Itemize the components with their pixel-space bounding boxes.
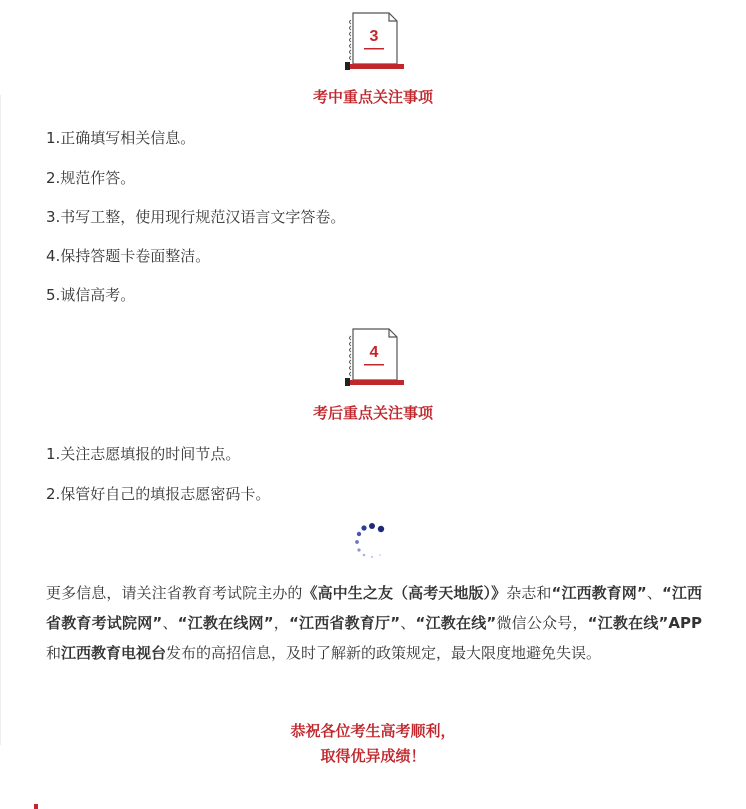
info-text-and: 和 (46, 644, 62, 662)
section-4-title: 考后重点关注事项 (312, 404, 433, 422)
separator: ， (273, 614, 289, 632)
app-name: “江教在线”APP (587, 614, 702, 632)
section-4-item-1: 1.关注志愿填报的时间节点。 (46, 445, 241, 463)
separator: 、 (162, 614, 178, 632)
wechat-account-name: “江教在线” (415, 614, 497, 632)
greeting-line-2: 取得优异成绩！ (320, 747, 426, 765)
separator: 、 (400, 614, 416, 632)
magazine-name: 《高中生之友（高考天地版）》 (302, 584, 507, 602)
section-3-item-4: 4.保持答题卡卷面整洁。 (46, 247, 211, 265)
notepad-4-icon (343, 328, 405, 386)
info-text-3: 发布的高招信息，及时了解新的政策规定，最大限度地避免失误。 (166, 644, 602, 662)
info-paragraph (46, 578, 702, 668)
section-4-item-2: 2.保管好自己的填报志愿密码卡。 (46, 485, 271, 503)
greeting-line-1: 恭祝各位考生高考顺利， (290, 722, 456, 740)
section-3-item-3: 3.书写工整，使用现行规范汉语言文字答卷。 (46, 208, 346, 226)
loading-spinner-icon (352, 521, 392, 561)
section-3-title: 考中重点关注事项 (312, 88, 433, 106)
info-text-1: 更多信息，请关注省教育考试院主办的 (46, 584, 303, 602)
notepad-3-icon (343, 12, 405, 70)
tv-station-name: 江西教育电视台 (61, 644, 167, 662)
site-jiangjiao-online: “江教在线网” (177, 614, 274, 632)
separator: 、 (646, 584, 662, 602)
notepad-3-number: 3 (369, 28, 379, 45)
section-3-item-2: 2.规范作答。 (46, 169, 136, 187)
site-exam-institute: “江西省教育考试院网” (46, 584, 702, 632)
section-3-item-5: 5.诚信高考。 (46, 286, 136, 304)
info-text-wechat: 微信公众号， (496, 614, 588, 632)
info-text-2: 杂志和 (506, 584, 552, 602)
notepad-4-number: 4 (369, 344, 379, 361)
red-marker (34, 804, 38, 809)
section-3-item-1: 1.正确填写相关信息。 (46, 129, 196, 147)
site-education-department: “江西省教育厅” (289, 614, 401, 632)
site-jiangxi-education: “江西教育网” (551, 584, 647, 602)
